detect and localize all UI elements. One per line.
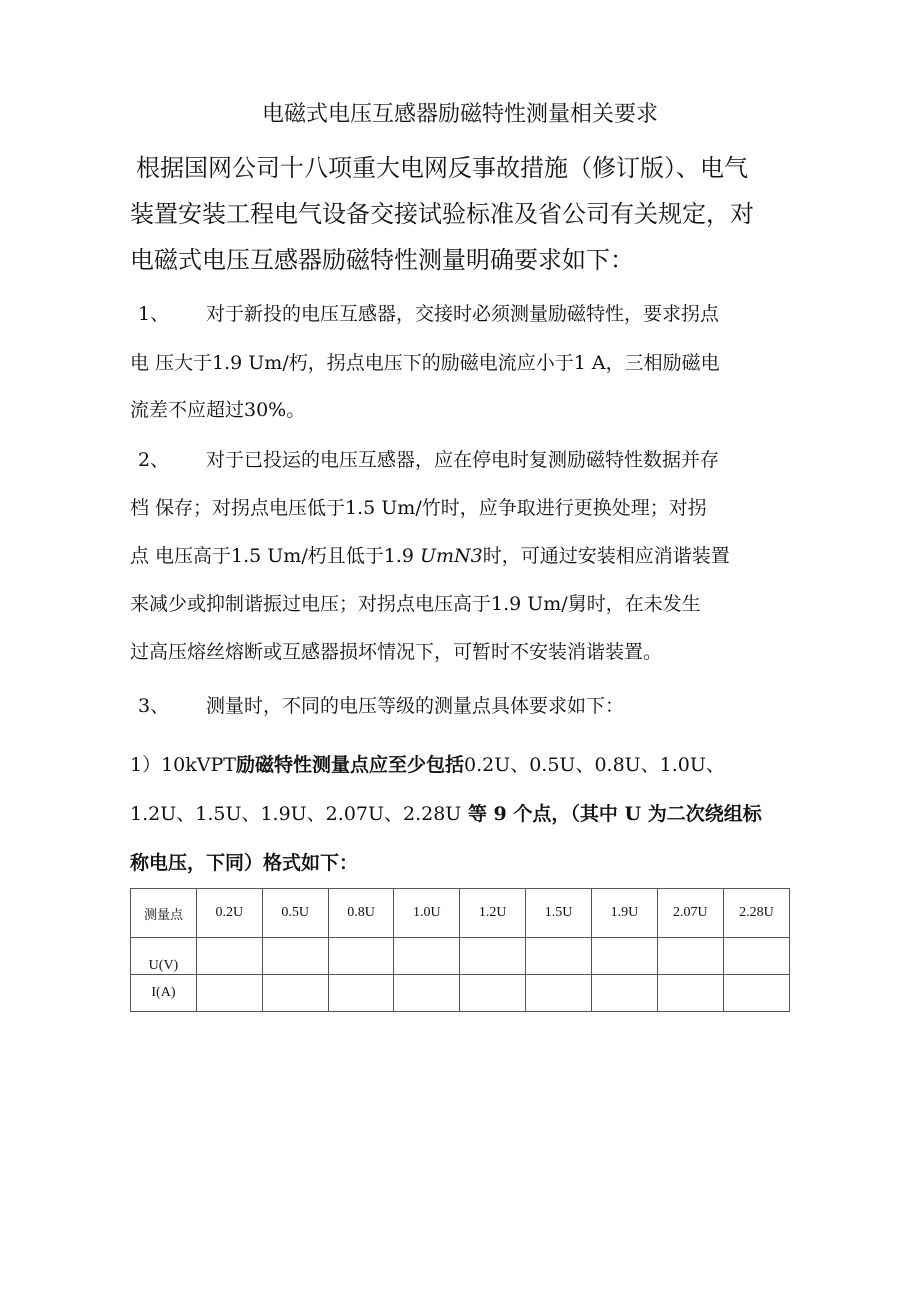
- item3-number: 3、: [138, 695, 170, 717]
- item2-number: 2、: [138, 449, 170, 471]
- table-cell: [328, 975, 394, 1012]
- intro-line-2: 装置安装工程电气设备交接试验标准及省公司有关规定，对: [130, 200, 754, 228]
- table-header-cell: 0.5U: [262, 889, 328, 938]
- document-title: 电磁式电压互感器励磁特性测量相关要求: [261, 102, 658, 127]
- table-row-voltage: [131, 938, 790, 975]
- table-header-cell: 1.9U: [591, 889, 657, 938]
- table-cell: [657, 975, 723, 1012]
- intro-line-1: 根据国网公司十八项重大电网反事故措施（修订版）、电气: [136, 154, 748, 182]
- sub1-bold-1: 励磁特性测量点应至少包括: [235, 754, 464, 776]
- table-header-cell: 2.07U: [657, 889, 723, 938]
- table-header-row: [131, 889, 790, 938]
- sub1-bold-2: 等 9 个点，（其中 U 为二次绕组标: [461, 803, 762, 825]
- table-header-cell: 1.5U: [526, 889, 592, 938]
- table-cell: [394, 975, 460, 1012]
- table-cell: [657, 938, 723, 975]
- item1-number: 1、: [138, 303, 170, 325]
- table-cell: [591, 975, 657, 1012]
- item1-line-1: 对于新投的电压互感器，交接时必须测量励磁特性，要求拐点: [206, 303, 720, 325]
- sub1-prefix: 1）10kVPT: [130, 754, 236, 776]
- table-header-cell: 2.28U: [723, 889, 789, 938]
- table-cell: [328, 938, 394, 975]
- table-cell: [591, 938, 657, 975]
- table-cell: [460, 975, 526, 1012]
- item2-line-2: 档 保存；对拐点电压低于1.5 Um/竹时，应争取进行更换处理；对拐: [130, 497, 707, 519]
- table-cell: [262, 938, 328, 975]
- table-cell: [394, 938, 460, 975]
- measurement-table: [130, 888, 790, 1012]
- item1-line-3: 流差不应超过30%。: [130, 399, 306, 421]
- table-cell: [723, 938, 789, 975]
- table-cell: [723, 975, 789, 1012]
- table-cell: [196, 938, 262, 975]
- item3-line-1: 测量时，不同的电压等级的测量点具体要求如下：: [206, 695, 625, 717]
- table-header-cell: 1.0U: [394, 889, 460, 938]
- row-label-current: I(A): [131, 975, 197, 1012]
- item2-line-3c: 时，可通过安装相应消谐装置: [482, 545, 730, 567]
- item2-line-5: 过高压熔丝熔断或互感器损坏情况下，可暂时不安装消谐装置。: [130, 641, 663, 663]
- table-header-cell: 0.8U: [328, 889, 394, 938]
- item2-line-3a: 点 电压高于1.5 Um/朽且低于1.9: [130, 545, 420, 567]
- sub1-line-1: [130, 751, 725, 779]
- table-cell: [196, 975, 262, 1012]
- table-row-current: [131, 975, 790, 1012]
- sub1-line-2: [130, 800, 762, 828]
- table-header-cell: 1.2U: [460, 889, 526, 938]
- row-label-voltage: U(V): [131, 938, 197, 975]
- table-header-cell: 0.2U: [196, 889, 262, 938]
- item2-formula: UmN3: [419, 545, 483, 567]
- table-cell: [526, 975, 592, 1012]
- sub1-list-2: 1.2U、1.5U、1.9U、2.07U、2.28U: [130, 803, 462, 825]
- sub1-list-1: 0.2U、0.5U、0.8U、1.0U、: [463, 754, 725, 776]
- table-header-label: 测量点: [131, 889, 197, 938]
- item2-line-4: 来减少或抑制谐振过电压；对拐点电压高于1.9 Um/舅时，在未发生: [130, 593, 701, 615]
- table-cell: [526, 938, 592, 975]
- intro-line-3: 电磁式电压互感器励磁特性测量明确要求如下：: [130, 246, 634, 274]
- table-cell: [460, 938, 526, 975]
- item2-line-3: [130, 542, 730, 570]
- item1-line-2: 电 压大于1.9 Um/朽，拐点电压下的励磁电流应小于1 A，三相励磁电: [130, 352, 720, 374]
- table-cell: [262, 975, 328, 1012]
- sub1-line-3: 称电压，下同）格式如下：: [130, 852, 359, 874]
- item2-line-1: 对于已投运的电压互感器，应在停电时复测励磁特性数据并存: [206, 449, 720, 471]
